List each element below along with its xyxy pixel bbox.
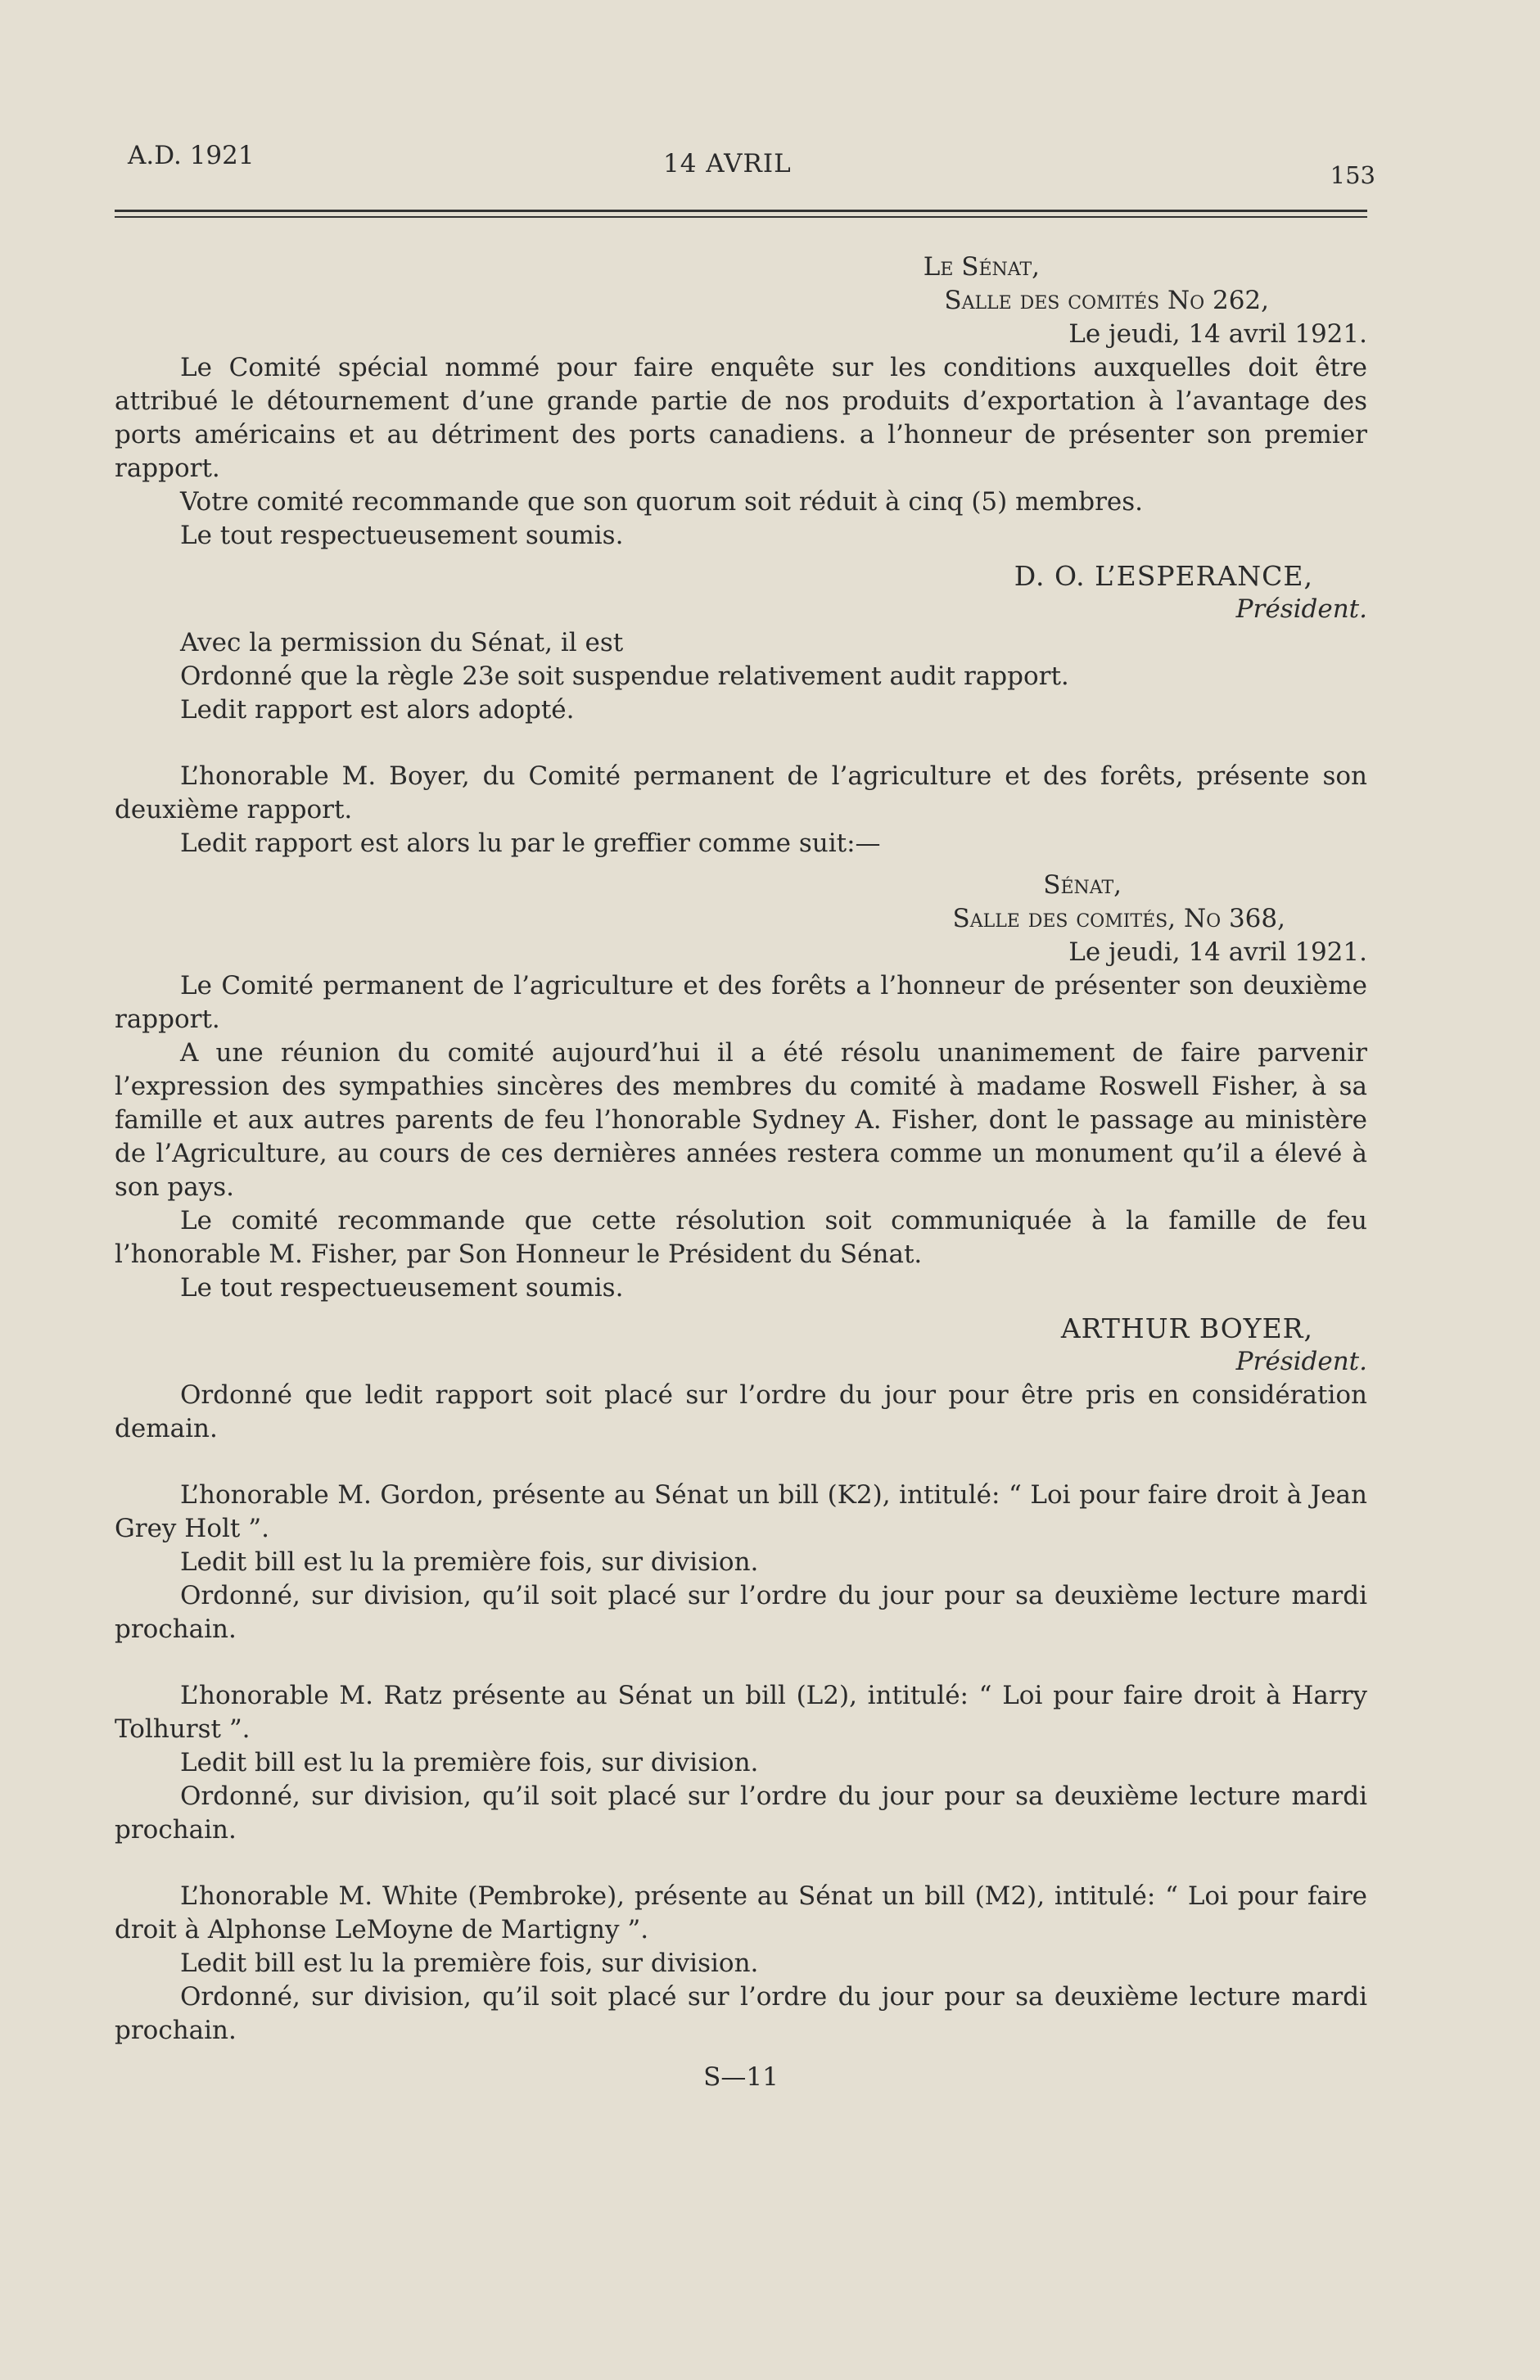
page-header — [115, 123, 1375, 201]
permission-section — [115, 626, 1367, 727]
boyer-paragraph: Ledit rapport est alors lu par le greffier comme suit:— — [180, 829, 881, 858]
report1-date: Le jeudi, 14 avril 1921. — [1068, 319, 1367, 349]
report2-paragraph: Le tout respectueusement soumis. — [180, 1273, 624, 1303]
bill-k2 — [115, 1479, 1367, 1646]
bill-m2-paragraph: Ledit bill est lu la première fois, sur division. — [180, 1949, 759, 1978]
report2-address-senate: Sénat, — [1043, 870, 1122, 900]
report1-paragraph: Le tout respectueusement soumis. — [180, 521, 624, 550]
bill-m2-paragraph: L’honorable M. White (Pembroke), présente au Sénat un bill (M2), intitulé: “ Loi pour faire droit à Alphonse LeMoyne de Martigny ”. — [115, 1881, 1367, 1944]
report1-signature-title: Président. — [1235, 594, 1367, 624]
bill-l2 — [115, 1679, 1367, 1847]
boyer-section — [115, 760, 1367, 860]
permission-paragraph: Ordonné que la règle 23e soit suspendue relativement audit rapport. — [180, 662, 1069, 691]
bill-m2-paragraph: Ordonné, sur division, qu’il soit placé sur l’ordre du jour pour sa deuxième lecture mardi prochain. — [115, 1982, 1367, 2045]
report2-paragraph: Le comité recommande que cette résolution soit communiquée à la famille de feu l’honorable M. Fisher, par Son Honneur le Président du Sénat. — [115, 1206, 1367, 1269]
signature-mark: S—11 — [703, 2062, 779, 2092]
report2-date: Le jeudi, 14 avril 1921. — [1068, 937, 1367, 967]
committee-report-2 — [115, 869, 1367, 1446]
spacer — [115, 727, 1367, 760]
bill-l2-paragraph: L’honorable M. Ratz présente au Sénat un bill (L2), intitulé: “ Loi pour faire droit à Harry Tolhurst ”. — [115, 1681, 1367, 1744]
report2-paragraph: A une réunion du comité aujourd’hui il a été résolu unanimement de faire parvenir l’expression des sympathies sincères des membres du comité à madame Roswell Fisher, à sa famille et aux autres parents de feu l’honorable Sydney A. Fisher, dont le passage au ministère de l’Agriculture, au cours de ces dernières années restera comme un monument qu’il a élevé à son pays. — [115, 1038, 1367, 1202]
report2-paragraph: Le Comité permanent de l’agriculture et des forêts a l’honneur de présenter son deuxième rapport. — [115, 971, 1367, 1034]
bill-l2-paragraph: Ordonné, sur division, qu’il soit placé sur l’ordre du jour pour sa deuxième lecture mardi prochain. — [115, 1782, 1367, 1845]
header-date: 14 AVRIL — [663, 149, 792, 178]
header-rule — [115, 210, 1367, 218]
spacer — [115, 1847, 1367, 1880]
page-number: 153 — [1330, 161, 1375, 189]
report1-paragraph: Le Comité spécial nommé pour faire enquête sur les conditions auxquelles doit être attribué le détournement d’une grande partie de nos produits d’exportation à l’avantage des ports américains et au détriment des ports canadiens. a l’honneur de présenter son premier rapport. — [115, 353, 1367, 483]
spacer — [115, 1446, 1367, 1479]
page-content — [115, 123, 1375, 2094]
bill-m2 — [115, 1880, 1367, 2048]
committee-report-1 — [115, 251, 1367, 626]
report1-signature: D. O. L’ESPERANCE, — [1014, 560, 1313, 592]
report1-paragraph: Votre comité recommande que son quorum soit réduit à cinq (5) membres. — [180, 487, 1144, 517]
report1-address-room: Salle des comités No 262, — [944, 286, 1269, 315]
report2-order: Ordonné que ledit rapport soit placé sur l’ordre du jour pour être pris en considération demain. — [115, 1380, 1367, 1443]
report2-address-room: Salle des comités, No 368, — [952, 904, 1285, 933]
report1-address-senate: Le Sénat, — [923, 252, 1040, 282]
bill-l2-paragraph: Ledit bill est lu la première fois, sur division. — [180, 1748, 759, 1777]
bill-k2-paragraph: Ledit bill est lu la première fois, sur division. — [180, 1547, 759, 1577]
spacer — [115, 1646, 1367, 1679]
report2-signature: ARTHUR BOYER, — [1060, 1312, 1313, 1344]
report2-signature-title: Président. — [1235, 1347, 1367, 1376]
permission-paragraph: Avec la permission du Sénat, il est — [180, 628, 624, 657]
boyer-paragraph: L’honorable M. Boyer, du Comité permanent de l’agriculture et des forêts, présente son deuxième rapport. — [115, 761, 1367, 824]
header-year: A.D. 1921 — [128, 141, 255, 170]
bill-k2-paragraph: L’honorable M. Gordon, présente au Sénat un bill (K2), intitulé: “ Loi pour faire droit à Jean Grey Holt ”. — [115, 1480, 1367, 1543]
permission-paragraph: Ledit rapport est alors adopté. — [180, 695, 575, 725]
bill-k2-paragraph: Ordonné, sur division, qu’il soit placé sur l’ordre du jour pour sa deuxième lecture mardi prochain. — [115, 1581, 1367, 1644]
